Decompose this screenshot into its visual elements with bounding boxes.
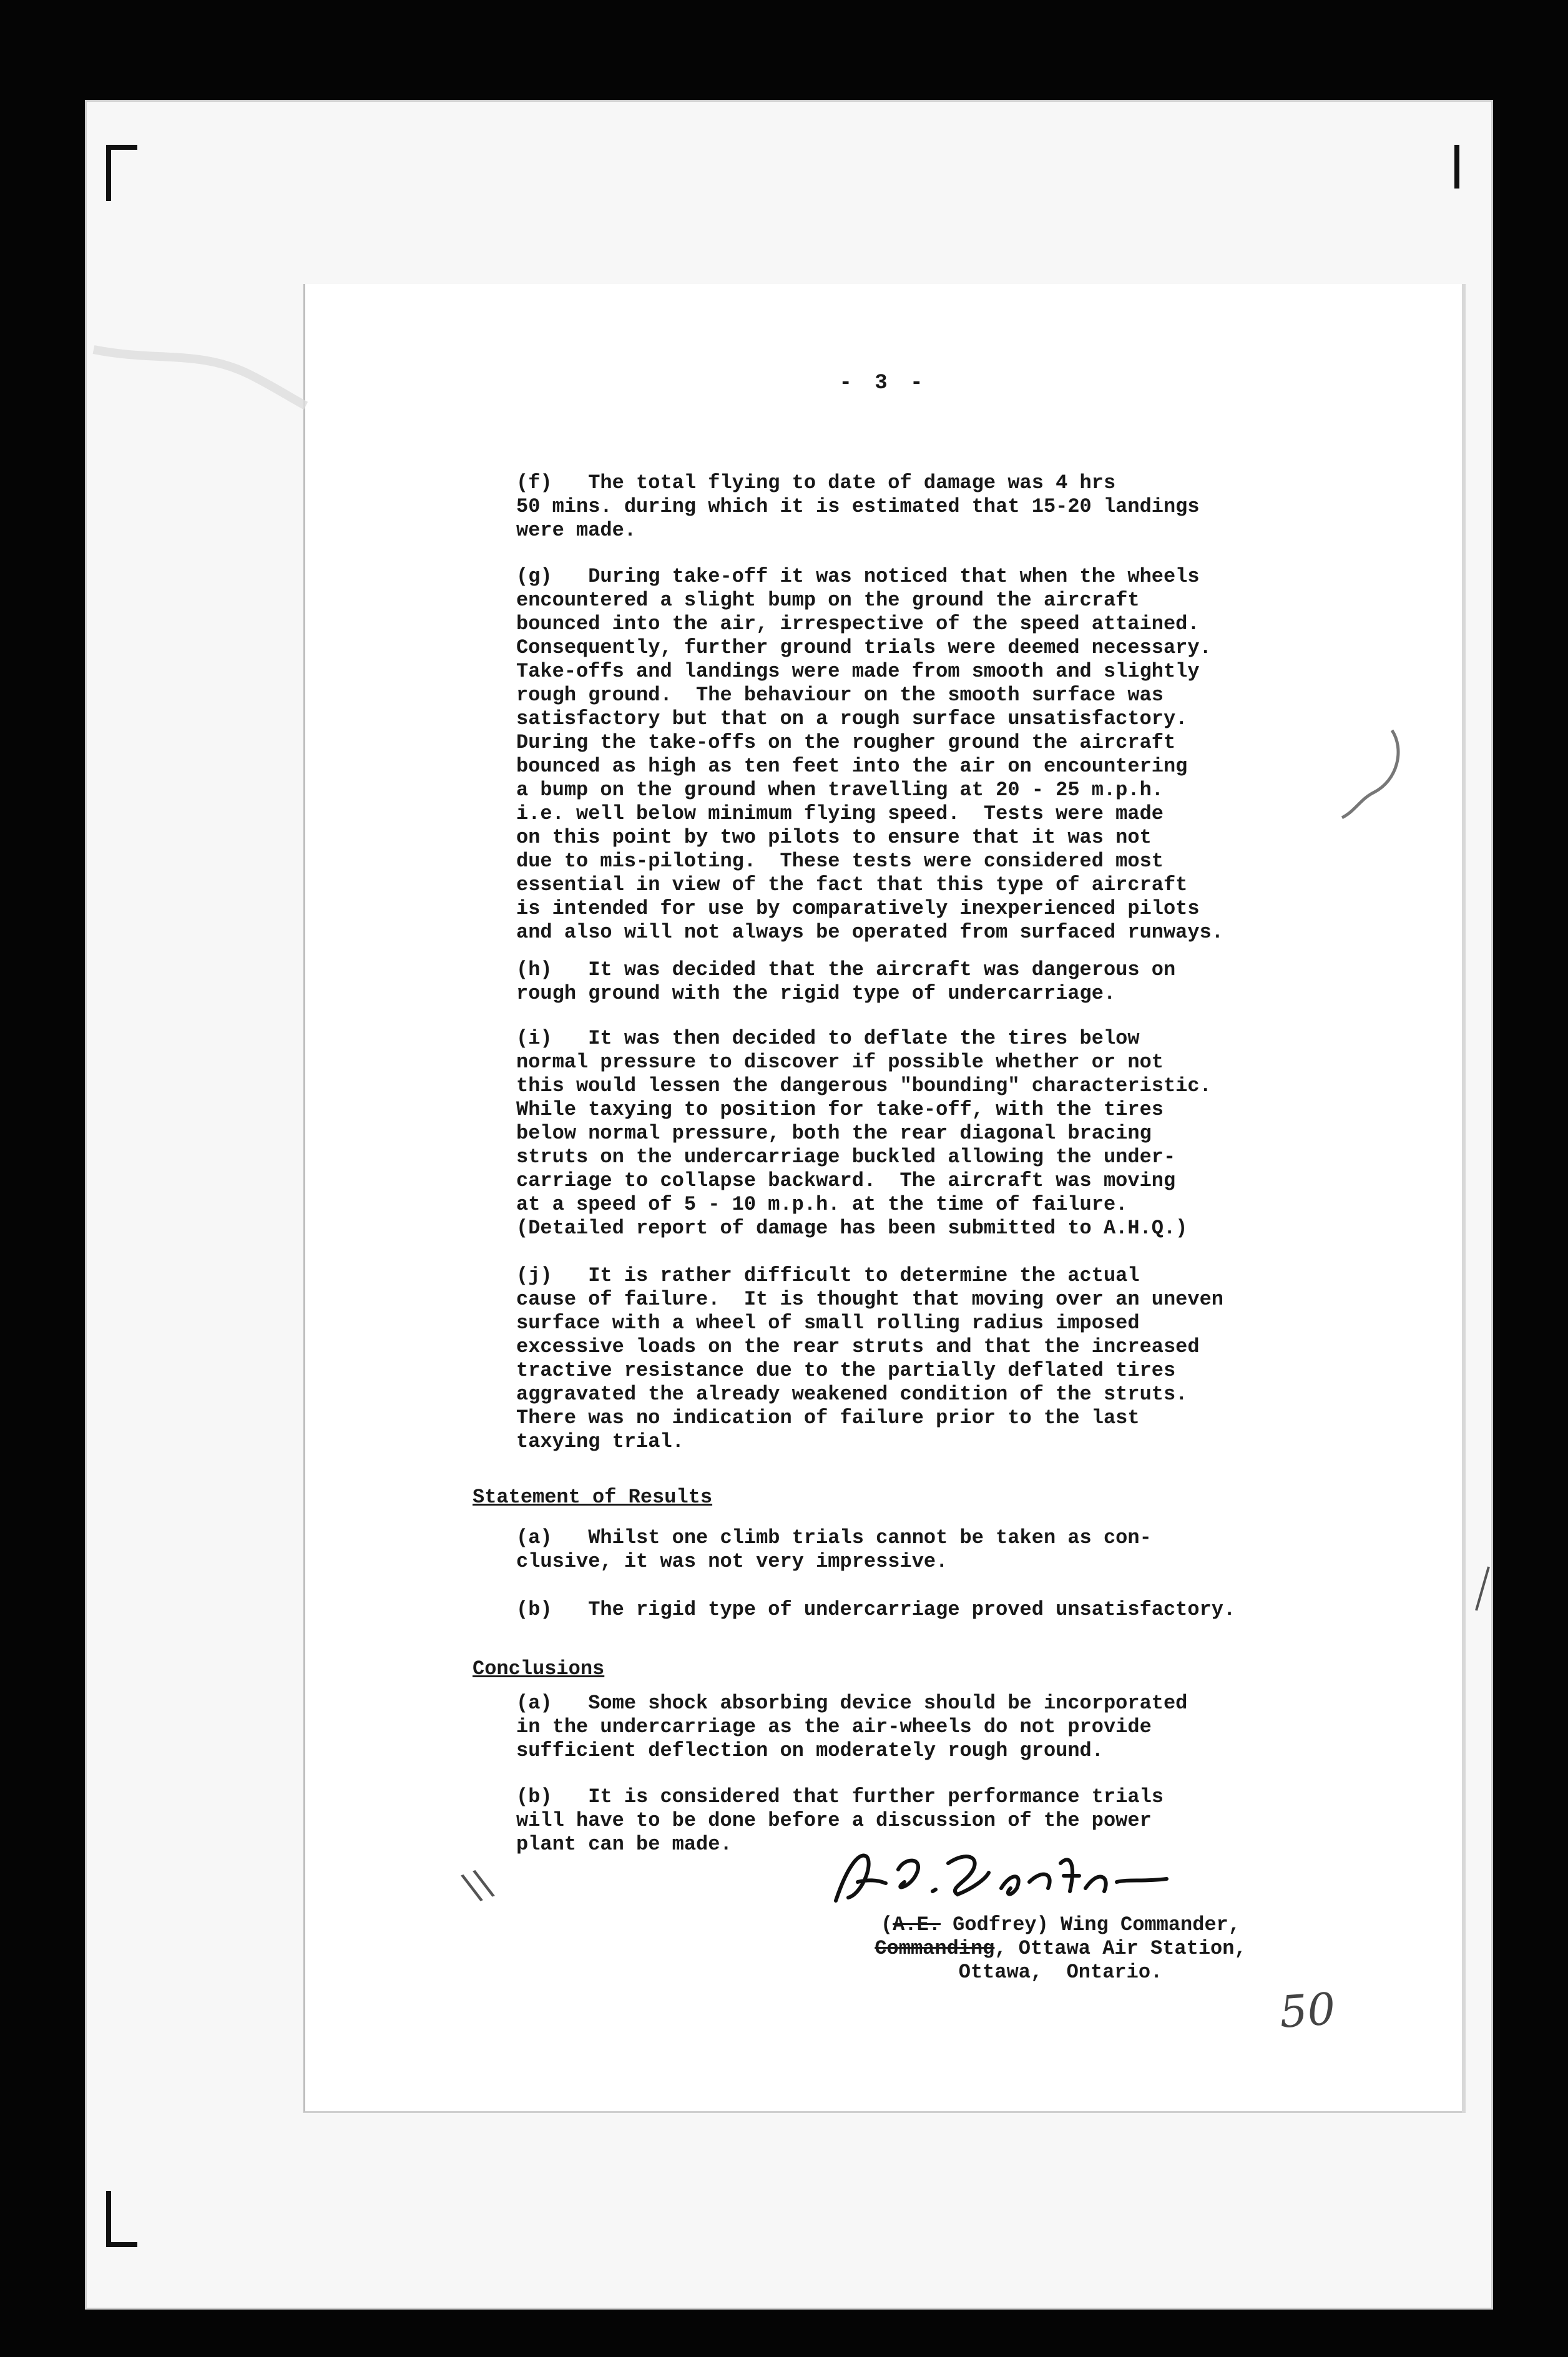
text-line: rough ground. The behaviour on the smooth surface was <box>516 684 1164 707</box>
text-line: While taxying to position for take-off, with the tires <box>516 1098 1164 1121</box>
text-line: rough ground with the rigid type of undercarriage. <box>516 982 1116 1005</box>
text-line: normal pressure to discover if possible whether or not <box>516 1051 1164 1074</box>
text-line: i.e. well below minimum flying speed. Tests were made <box>516 802 1164 825</box>
text-line: is intended for use by comparatively inexperienced pilots <box>516 897 1200 920</box>
text-line: cause of failure. It is thought that moving over an uneven <box>516 1288 1223 1311</box>
text-line: sufficient deflection on moderately rough ground. <box>516 1739 1104 1762</box>
text-line: (i) It was then decided to deflate the tires below <box>516 1027 1140 1050</box>
text-line: During the take-offs on the rougher ground the aircraft <box>516 731 1176 754</box>
text-line: (g) During take-off it was noticed that when the wheels <box>516 565 1200 588</box>
text-line: a bump on the ground when travelling at 20 - 25 m.p.h. <box>516 778 1164 801</box>
conclusions-heading: Conclusions <box>473 1657 605 1680</box>
text-line: clusive, it was not very impressive. <box>516 1550 948 1573</box>
text-line: surface with a wheel of small rolling radius imposed <box>516 1311 1140 1335</box>
text-line: (a) Whilst one climb trials cannot be taken as con- <box>516 1526 1152 1549</box>
text-line: will have to be done before a discussion of the power <box>516 1809 1152 1832</box>
text-line: There was no indication of failure prior to the last <box>516 1406 1140 1429</box>
text-line: struts on the undercarriage buckled allowing the under- <box>516 1145 1176 1169</box>
text-line: in the undercarriage as the air-wheels do not provide <box>516 1715 1152 1738</box>
struck-commanding: Commanding <box>875 1937 995 1960</box>
text-line: this would lessen the dangerous "bounding" characteristic. <box>516 1074 1212 1097</box>
text-line: were made. <box>516 519 637 542</box>
text-line: carriage to collapse backward. The aircraft was moving <box>516 1169 1176 1192</box>
text-line: below normal pressure, both the rear diagonal bracing <box>516 1122 1152 1145</box>
page-number: - 3 - <box>839 371 928 395</box>
text-line: Consequently, further ground trials were deemed necessary. <box>516 636 1212 659</box>
text-line: encountered a slight bump on the ground the aircraft <box>516 589 1140 612</box>
text-line: tractive resistance due to the partially deflated tires <box>516 1359 1176 1382</box>
text-line: excessive loads on the rear struts and that the increased <box>516 1335 1200 1358</box>
text-line: Take-offs and landings were made from smooth and slightly <box>516 660 1200 683</box>
text-line: (a) Some shock absorbing device should be incorporated <box>516 1692 1188 1715</box>
struck-initials: A.E. <box>893 1913 941 1936</box>
statement-heading: Statement of Results <box>473 1486 713 1509</box>
text-line: on this point by two pilots to ensure that it was not <box>516 826 1152 849</box>
text-line: due to mis-piloting. These tests were considered most <box>516 850 1164 873</box>
signature-line-2: Commanding, Ottawa Air Station, <box>875 1937 1247 1960</box>
text-line: plant can be made. <box>516 1833 732 1856</box>
text-line: (f) The total flying to date of damage was 4 hrs <box>516 471 1116 494</box>
signature-line-3: Ottawa, Ontario. <box>958 1961 1163 1984</box>
text-line: taxying trial. <box>516 1430 684 1453</box>
text-line: essential in view of the fact that this type of aircraft <box>516 873 1188 896</box>
text-line: at a speed of 5 - 10 m.p.h. at the time of failure. <box>516 1193 1128 1216</box>
text-line: (b) It is considered that further performance trials <box>516 1785 1164 1808</box>
text-line: (h) It was decided that the aircraft was dangerous on <box>516 958 1176 981</box>
text-line: and also will not always be operated from surfaced runways. <box>516 921 1223 944</box>
text-line: (j) It is rather difficult to determine the actual <box>516 1264 1140 1287</box>
text-line: 50 mins. during which it is estimated that 15-20 landings <box>516 495 1200 518</box>
handwritten-page-number: 50 <box>1278 1982 1337 2039</box>
text-line: satisfactory but that on a rough surface unsatisfactory. <box>516 707 1188 730</box>
text-line: bounced as high as ten feet into the air on encountering <box>516 755 1188 778</box>
signature-line-1: (A.E. Godfrey) Wing Commander, <box>880 1913 1241 1936</box>
text-line: (b) The rigid type of undercarriage proved unsatisfactory. <box>516 1598 1236 1621</box>
text-line: (Detailed report of damage has been submitted to A.H.Q.) <box>516 1217 1188 1240</box>
margin-mark: \\ <box>458 1860 497 1910</box>
text-line: aggravated the already weakened condition of the struts. <box>516 1383 1188 1406</box>
text-line: bounced into the air, irrespective of the speed attained. <box>516 612 1200 635</box>
